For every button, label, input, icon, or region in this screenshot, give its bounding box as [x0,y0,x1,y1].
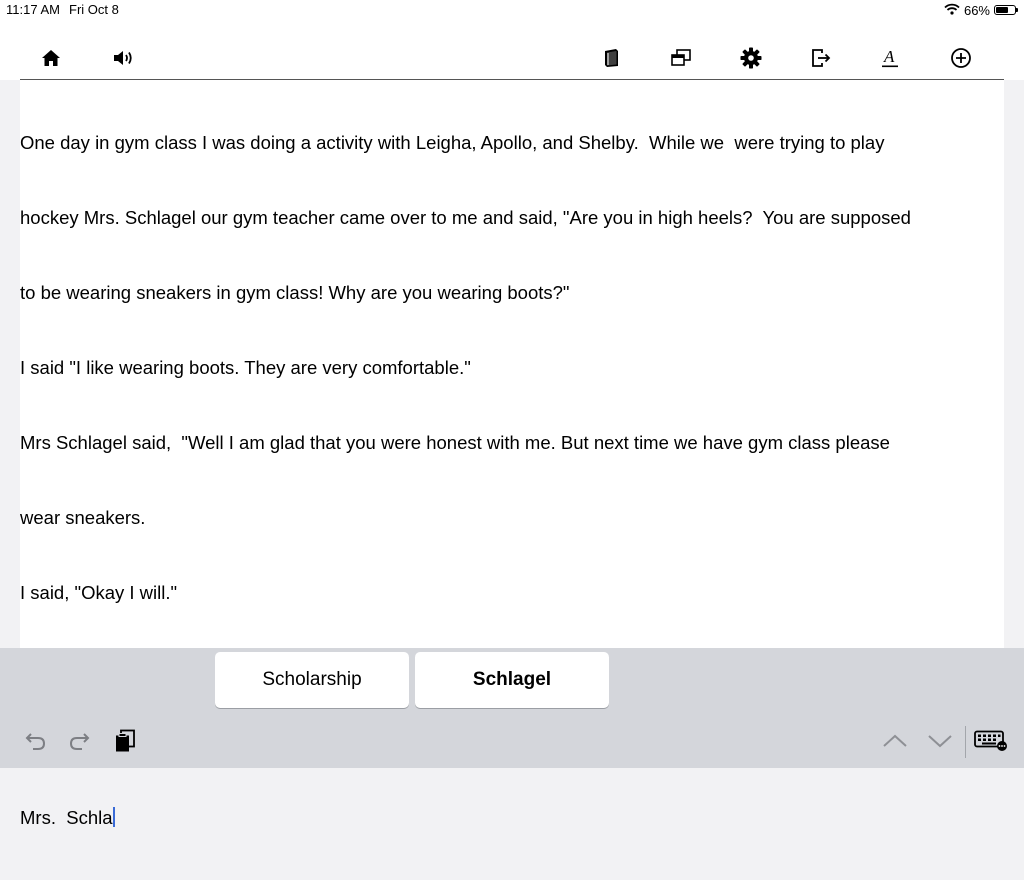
document-line: hockey Mrs. Schlagel our gym teacher came over to me and said, "Are you in high heels? You are supposed [20,207,911,228]
toolbar [0,22,1024,80]
font-style-icon[interactable] [876,46,904,70]
keyboard-icon[interactable] [974,728,1008,754]
document-line: Mrs Schlagel said, "Well I am glad that you were honest with me. But next time we have gym class please [20,432,890,453]
document-line: I said "I like wearing boots. They are very comfortable." [20,357,471,378]
chevron-up-icon[interactable] [881,728,909,754]
speaker-icon[interactable] [109,46,137,70]
add-circle-icon[interactable] [947,46,975,70]
status-indicators [944,2,1016,18]
text-cursor [113,807,115,827]
battery-icon [994,5,1016,15]
svg-text:A: A [884,47,895,66]
suggestion-bar [0,648,1024,714]
document-line: One day in gym class I was doing a activity with Leigha, Apollo, and Shelby. While we were trying to play [20,132,885,153]
status-date: Fri Oct 8 [69,2,119,17]
gear-icon[interactable] [737,46,765,70]
current-line [20,805,1004,830]
undo-icon[interactable] [21,728,49,754]
clipboard-icon[interactable] [111,728,139,754]
home-icon[interactable] [37,46,65,70]
book-icon[interactable] [597,46,625,70]
status-time: 11:17 AM [6,2,60,17]
document-line: to be wearing sneakers in gym class! Why are you wearing boots?" [20,282,570,303]
battery-percentage: 66% [963,2,990,18]
chevron-down-icon[interactable] [926,728,954,754]
keyboard-accessory-bar [0,714,1024,768]
battery-fill [996,7,1008,13]
document-line: wear sneakers. [20,507,146,528]
suggestion-schlagel[interactable]: Schlagel [415,652,609,708]
current-line-text: Mrs. Schla [20,807,113,828]
document-line: I said, "Okay I will." [20,582,178,603]
toolbar-separator [965,726,966,758]
windows-icon[interactable] [667,46,695,70]
suggestion-scholarship[interactable]: Scholarship [215,652,409,708]
export-icon[interactable] [807,46,835,70]
status-bar [0,0,1024,22]
wifi-icon [944,3,960,18]
redo-icon[interactable] [66,728,94,754]
